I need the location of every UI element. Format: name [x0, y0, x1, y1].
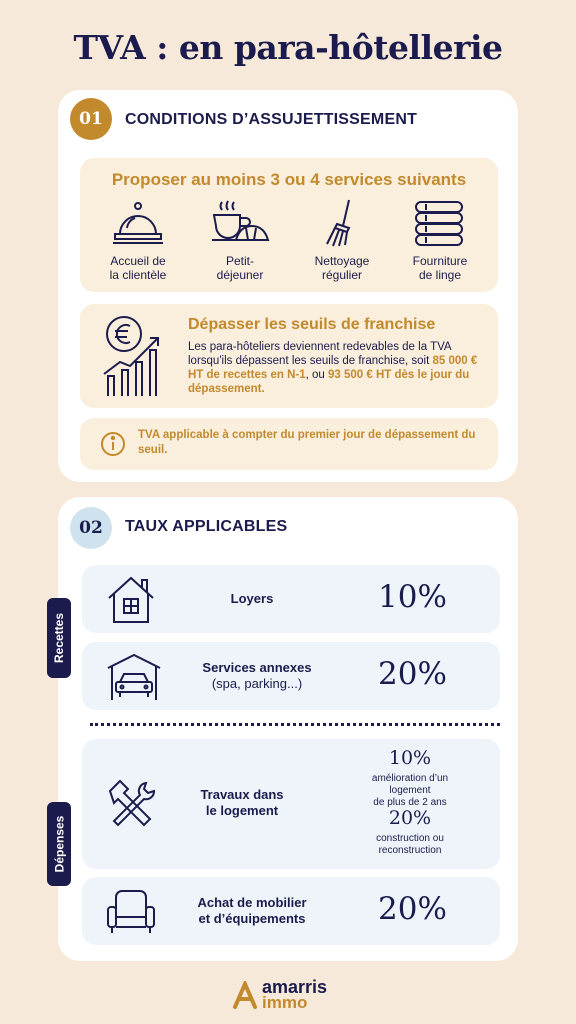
threshold-amount-day: 93 500 € HT dès le jour du dépassement.: [188, 369, 470, 395]
services-box: [80, 158, 498, 292]
logo-text: amarris: [262, 977, 328, 997]
rate-row-services: [82, 642, 500, 710]
house-icon: [106, 575, 156, 625]
rates-card: [58, 497, 518, 961]
logo-text: immo: [262, 993, 308, 1012]
service-item: [296, 198, 388, 282]
coffee-croissant-icon: [210, 198, 270, 248]
info-text: TVA applicable à compter du premier jour de dépassement du seuil.: [138, 429, 476, 456]
tag-label: Dépenses: [52, 815, 67, 873]
rate-label: Travaux dans le logement: [200, 787, 284, 818]
rate-value: 10%: [388, 747, 432, 769]
section-number-badge: 01: [70, 98, 112, 140]
recettes-tag: [47, 598, 71, 678]
broom-icon: [315, 198, 369, 248]
rate-value: 10%: [378, 579, 447, 615]
service-item: [92, 198, 184, 282]
service-label: Nettoyage: [314, 254, 370, 268]
armchair-icon: [106, 887, 156, 937]
rate-label: Loyers: [230, 591, 274, 606]
service-label: Accueil de: [110, 254, 166, 268]
threshold-amount-n1: 85 000 € HT de recettes en N-1: [188, 355, 478, 381]
euro-growth-chart-icon: [102, 314, 168, 398]
service-label: régulier: [321, 268, 363, 282]
services-title: Proposer au moins 3 ou 4 services suivants: [111, 170, 467, 189]
rate-row-travaux: [82, 739, 500, 869]
service-bell-icon: [111, 198, 165, 248]
depenses-tag: [47, 802, 71, 886]
section-title: CONDITIONS D’ASSUJETTISSEMENT: [125, 111, 418, 128]
amarris-logo: [232, 977, 352, 1013]
tools-icon: [106, 779, 158, 829]
section-title: TAUX APPLICABLES: [125, 518, 288, 535]
section-divider: [90, 723, 500, 726]
rate-label: Services annexes (spa, parking...): [202, 660, 312, 691]
rate-row-loyers: [82, 565, 500, 633]
towels-icon: [412, 198, 468, 248]
garage-car-icon: [106, 652, 162, 702]
service-label: de linge: [418, 268, 462, 282]
threshold-text: [188, 340, 488, 396]
rate-label: Achat de mobilier et d’équipements: [197, 895, 307, 926]
rate-value: 20%: [378, 656, 447, 692]
service-item: [394, 198, 486, 282]
amarris-a-logo-icon: [232, 981, 258, 1009]
service-label: déjeuner: [216, 268, 264, 282]
rate-row-mobilier: [82, 877, 500, 945]
threshold-text-part: , ou: [305, 369, 328, 381]
rate-value: 20%: [378, 891, 447, 927]
service-label: Petit-: [225, 254, 254, 268]
rate-desc: construction ou reconstruction: [376, 833, 444, 856]
section-number-badge: 02: [70, 507, 112, 549]
threshold-title: Dépasser les seuils de franchise: [188, 316, 436, 333]
rate-desc: amélioration d’un logement de plus de 2 ans: [371, 773, 449, 808]
threshold-box: [80, 304, 498, 408]
page-title: TVA : en para-hôtellerie: [73, 28, 503, 67]
info-icon: [100, 431, 126, 457]
service-item: [194, 198, 286, 282]
threshold-text-part: Les para-hôteliers deviennent redevables de la TVA lorsqu'ils dépassent les seuils de franchise, soit: [188, 341, 451, 367]
service-label: Fourniture: [412, 254, 468, 268]
service-label: la clientèle: [109, 268, 167, 282]
conditions-card: [58, 90, 518, 482]
rate-value: 20%: [388, 807, 432, 829]
info-box: [80, 418, 498, 470]
tag-label: Recettes: [52, 612, 66, 664]
